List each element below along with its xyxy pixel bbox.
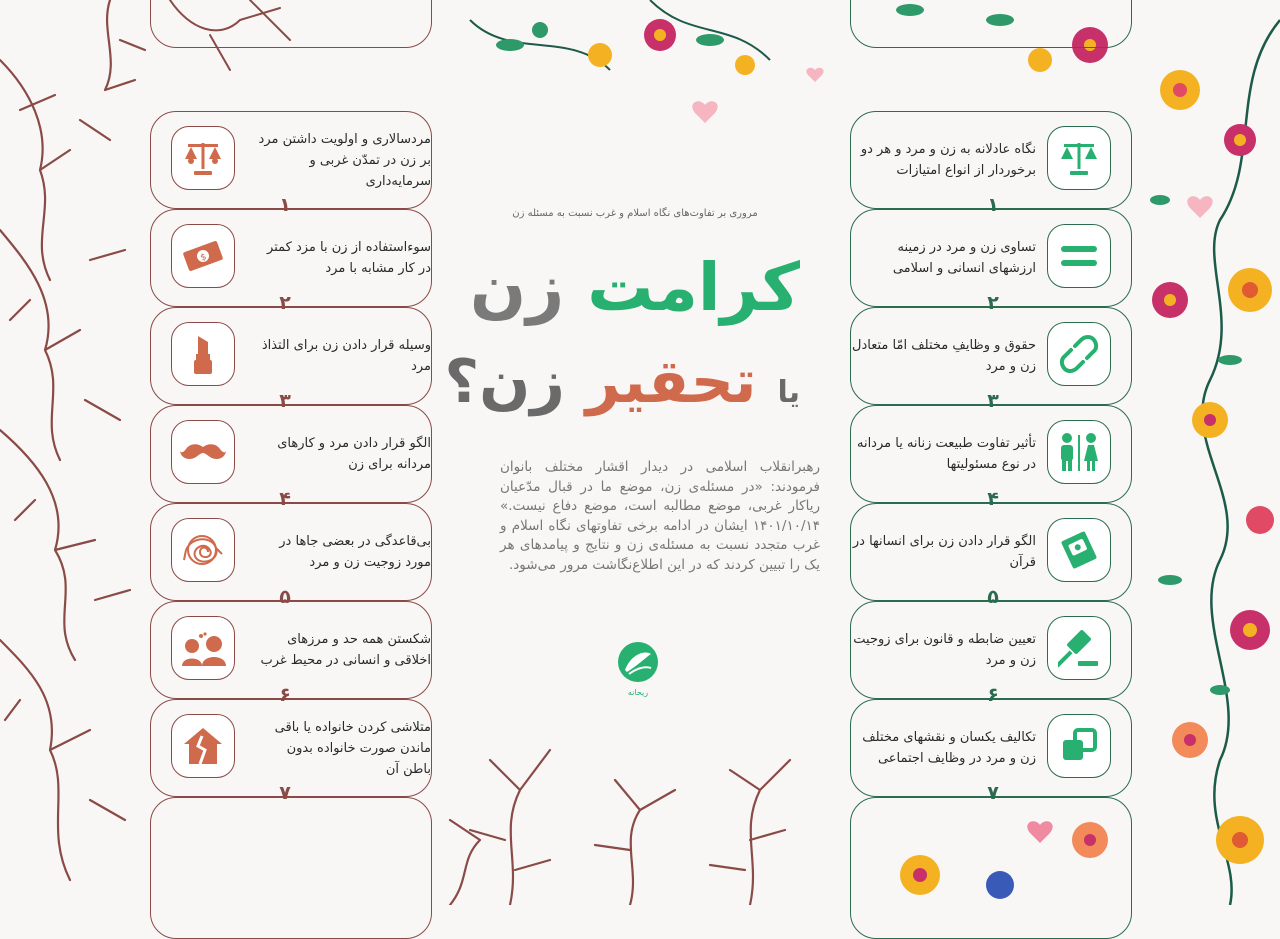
islam-icon-box-4 — [1047, 420, 1111, 484]
west-number-6: ۶ — [279, 684, 291, 706]
islam-item-text-7: تکالیف یکسان و نقشهای مختلف زن و مرد در وظایف اجتماعی — [862, 730, 1036, 766]
chain-link-icon — [1059, 334, 1099, 374]
center-panel — [440, 0, 840, 905]
west-number-7: ۷ — [279, 782, 291, 804]
flowers-right-decoration — [1140, 0, 1280, 905]
west-icon-box-7 — [171, 714, 235, 778]
west-column — [130, 0, 430, 905]
argue-icon — [180, 630, 226, 666]
west-icon-box-3 — [171, 322, 235, 386]
islam-item-text-3: حقوق و وظایفِ مختلف امّا متعادل زن و مرد — [852, 338, 1036, 374]
islam-number-7: ۷ — [987, 782, 999, 804]
thorn-branches-left-decoration — [0, 0, 150, 905]
tangle-icon — [182, 530, 224, 570]
islam-column — [850, 0, 1150, 905]
islam-number-4: ۴ — [987, 488, 999, 510]
islam-item-text-2: تساوی زن و مرد در زمینه ارزشهای انسانی و اسلامی — [892, 240, 1036, 276]
west-number-1: ۱ — [279, 194, 291, 216]
logo-icon — [615, 640, 661, 684]
overlap-squares-icon — [1059, 726, 1099, 766]
man-woman-icon — [1056, 431, 1102, 473]
top-card-border — [150, 0, 432, 48]
west-icon-box-1 — [171, 126, 235, 190]
reyhaneh-logo — [615, 640, 661, 698]
money-icon — [181, 236, 225, 276]
islam-number-2: ۲ — [987, 292, 999, 314]
title-tahghir: تحقیر — [585, 347, 757, 417]
west-icon-box-6 — [171, 616, 235, 680]
islam-icon-box-3 — [1047, 322, 1111, 386]
svg-text:$: $ — [199, 252, 209, 264]
islam-icon-box-1 — [1047, 126, 1111, 190]
title-karamat: کرامت — [587, 249, 800, 326]
islam-item-text-5: الگو قرار دادن زن برای انسانها در قرآن — [852, 534, 1036, 570]
west-item-text-1: مردسالاری و اولویت داشتن مرد بر زن در تمدّن غربی و سرمایه‌داری — [258, 131, 431, 189]
intro-paragraph: رهبرانقلاب اسلامی در دیدار اقشار مختلف بانوان فرمودند: «در مسئله‌ی زن، موضع ما در قبال مدّعیان ریاکار غربی، موضع مطالبه است، موضع دفاع نیست.» ۱۴۰۱/۱۰/۱۴ ایشان در ادامه برخی تفاوتهای نگاه اسلام و غرب متجدد نسبت به مسئله‌ی زن و نتایج و پیامدهای هر یک را تبیین کردند که در این اطلاع‌نگاشت مرور می‌شود. — [500, 459, 820, 573]
mustache-icon — [180, 441, 226, 463]
title-zan-question: زن؟ — [444, 347, 565, 417]
west-item-text-6: شکستن همه حد و مرزهای اخلاقی و انسانی در محیط غرب — [260, 632, 431, 668]
justice-scale-icon — [1058, 139, 1100, 177]
west-icon-box-5 — [171, 518, 235, 582]
islam-number-1: ۱ — [987, 194, 999, 216]
islam-icon-box-2 — [1047, 224, 1111, 288]
west-item-text-4: الگو قرار دادن مرد و کارهای مردانه برای زن — [277, 436, 431, 472]
bottom-card-border-right — [850, 797, 1132, 939]
lipstick-icon — [188, 332, 218, 376]
west-number-2: ۲ — [279, 292, 291, 314]
west-icon-box-2 — [171, 224, 235, 288]
broken-house-icon — [182, 726, 224, 766]
islam-item-text-1: نگاه عادلانه به زن و مرد و هر دو برخوردار از انواع امتیازات — [860, 142, 1036, 178]
west-item-text-5: بی‌قاعدگی در بعضی جاها در مورد زوجیت زن و مرد — [279, 534, 431, 570]
islam-icon-box-6 — [1047, 616, 1111, 680]
west-item-text-7: متلاشی کردن خانواده یا باقی ماندن صورت خانواده بدون باطن آن — [274, 719, 431, 777]
title-ya: یا — [777, 375, 800, 410]
islam-number-5: ۵ — [987, 586, 999, 608]
islam-icon-box-5 — [1047, 518, 1111, 582]
west-number-5: ۵ — [279, 586, 291, 608]
title-line-1 — [470, 248, 800, 328]
subtitle: مروری بر تفاوت‌های نگاه اسلام و غرب نسبت به مسئله زن — [512, 208, 758, 219]
equals-icon — [1059, 241, 1099, 271]
bottom-card-border — [150, 797, 432, 939]
west-icon-box-4 — [171, 420, 235, 484]
gavel-icon — [1058, 627, 1100, 669]
top-card-border-right — [850, 0, 1132, 48]
west-item-text-3: وسیله قرار دادن زن برای التذاذ مرد — [261, 338, 431, 374]
scale-gender-icon — [182, 139, 224, 177]
title-line-2 — [444, 342, 800, 433]
islam-icon-box-7 — [1047, 714, 1111, 778]
logo-label: ریحانه — [627, 688, 649, 697]
islam-item-text-4: تأثیر تفاوت طبیعت زنانه یا مردانه در نوع مسئولیتها — [856, 436, 1036, 472]
west-number-3: ۳ — [279, 390, 291, 412]
west-number-4: ۴ — [279, 488, 291, 510]
islam-number-6: ۶ — [987, 684, 999, 706]
quran-icon — [1058, 529, 1100, 571]
islam-number-3: ۳ — [987, 390, 999, 412]
islam-item-text-6: تعیین ضابطه و قانون برای زوجیت زن و مرد — [853, 632, 1036, 668]
title-zan: زن — [469, 249, 565, 326]
west-item-text-2: سوءاستفاده از زن با مزد کمتر در کار مشابه با مرد — [267, 240, 431, 276]
